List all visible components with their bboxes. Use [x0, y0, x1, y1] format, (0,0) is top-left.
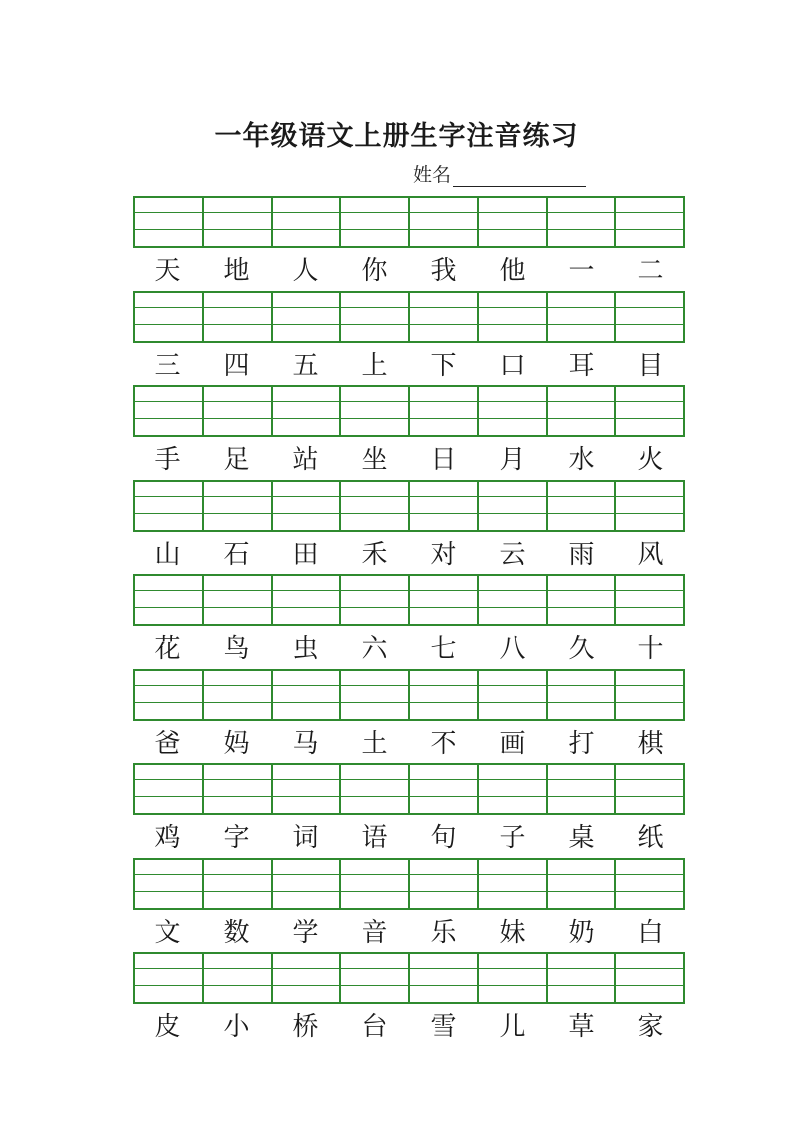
pinyin-cell[interactable]: [548, 954, 617, 1002]
hanzi-character: 纸: [637, 823, 664, 853]
pinyin-cell[interactable]: [341, 482, 410, 530]
hanzi-character: 四: [223, 351, 250, 381]
hanzi-character: 水: [568, 445, 595, 475]
pinyin-cell[interactable]: [479, 482, 548, 530]
hanzi-character: 奶: [568, 918, 595, 948]
hanzi-character: 手: [154, 445, 181, 475]
hanzi-character: 爸: [154, 729, 181, 759]
hanzi-character: 子: [499, 823, 526, 853]
pinyin-cell[interactable]: [135, 387, 204, 435]
hanzi-character: 六: [361, 634, 388, 664]
pinyin-cell[interactable]: [273, 954, 342, 1002]
pinyin-cell[interactable]: [479, 576, 548, 624]
hanzi-character: 人: [292, 256, 319, 286]
character-row: [133, 1009, 685, 1045]
pinyin-cell[interactable]: [204, 576, 273, 624]
hanzi-character: 坐: [361, 445, 388, 475]
hanzi-character: 二: [637, 256, 664, 286]
pinyin-cell[interactable]: [548, 765, 617, 813]
character-row: [133, 537, 685, 573]
hanzi-character: 你: [361, 256, 388, 286]
hanzi-character: 马: [292, 729, 319, 759]
character-row: [133, 253, 685, 289]
hanzi-character: 下: [430, 351, 457, 381]
pinyin-cell[interactable]: [479, 293, 548, 341]
hanzi-character: 月: [499, 445, 526, 475]
pinyin-cell[interactable]: [548, 198, 617, 246]
hanzi-character: 目: [637, 351, 664, 381]
hanzi-character: 音: [361, 918, 388, 948]
pinyin-cell[interactable]: [479, 198, 548, 246]
pinyin-cell[interactable]: [616, 765, 683, 813]
pinyin-cell[interactable]: [410, 576, 479, 624]
hanzi-character: 雨: [568, 540, 595, 570]
hanzi-character: 站: [292, 445, 319, 475]
hanzi-character: 家: [637, 1012, 664, 1042]
pinyin-cell[interactable]: [204, 482, 273, 530]
hanzi-character: 画: [499, 729, 526, 759]
pinyin-grid-row: [133, 385, 685, 437]
character-row: [133, 442, 685, 478]
pinyin-cell[interactable]: [341, 387, 410, 435]
character-row: [133, 820, 685, 856]
pinyin-grid-row: [133, 858, 685, 910]
pinyin-cell[interactable]: [273, 860, 342, 908]
hanzi-character: 台: [361, 1012, 388, 1042]
pinyin-cell[interactable]: [616, 198, 683, 246]
hanzi-character: 久: [568, 634, 595, 664]
hanzi-character: 语: [361, 823, 388, 853]
name-label: 姓名: [413, 164, 452, 186]
hanzi-character: 花: [154, 634, 181, 664]
pinyin-cell[interactable]: [204, 198, 273, 246]
character-row: [133, 915, 685, 951]
pinyin-cell[interactable]: [204, 765, 273, 813]
hanzi-character: 火: [637, 445, 664, 475]
pinyin-cell[interactable]: [135, 954, 204, 1002]
hanzi-character: 石: [223, 540, 250, 570]
pinyin-cell[interactable]: [204, 954, 273, 1002]
pinyin-cell[interactable]: [204, 671, 273, 719]
pinyin-cell[interactable]: [273, 482, 342, 530]
hanzi-character: 句: [430, 823, 457, 853]
hanzi-character: 桥: [292, 1012, 319, 1042]
pinyin-cell[interactable]: [548, 860, 617, 908]
pinyin-cell[interactable]: [410, 482, 479, 530]
pinyin-cell[interactable]: [479, 765, 548, 813]
hanzi-character: 雪: [430, 1012, 457, 1042]
pinyin-cell[interactable]: [410, 954, 479, 1002]
hanzi-character: 一: [568, 256, 595, 286]
pinyin-cell[interactable]: [410, 860, 479, 908]
pinyin-cell[interactable]: [135, 860, 204, 908]
hanzi-character: 鸟: [223, 634, 250, 664]
pinyin-cell[interactable]: [273, 671, 342, 719]
hanzi-character: 桌: [568, 823, 595, 853]
hanzi-character: 文: [154, 918, 181, 948]
pinyin-cell[interactable]: [548, 576, 617, 624]
hanzi-character: 皮: [154, 1012, 181, 1042]
pinyin-grid-row: [133, 480, 685, 532]
page-title: 一年级语文上册生字注音练习: [214, 121, 579, 152]
hanzi-character: 三: [154, 351, 181, 381]
pinyin-cell[interactable]: [273, 765, 342, 813]
hanzi-character: 虫: [292, 634, 319, 664]
hanzi-character: 我: [430, 256, 457, 286]
pinyin-grid-row: [133, 952, 685, 1004]
pinyin-cell[interactable]: [273, 293, 342, 341]
pinyin-cell[interactable]: [479, 954, 548, 1002]
pinyin-cell[interactable]: [548, 482, 617, 530]
pinyin-cell[interactable]: [410, 198, 479, 246]
hanzi-character: 乐: [430, 918, 457, 948]
pinyin-cell[interactable]: [135, 671, 204, 719]
character-row: [133, 631, 685, 667]
name-blank-line[interactable]: [453, 164, 586, 187]
pinyin-cell[interactable]: [341, 954, 410, 1002]
pinyin-cell[interactable]: [341, 293, 410, 341]
pinyin-cell[interactable]: [410, 671, 479, 719]
pinyin-grid-row: [133, 763, 685, 815]
pinyin-cell[interactable]: [135, 765, 204, 813]
pinyin-cell[interactable]: [548, 387, 617, 435]
pinyin-cell[interactable]: [135, 293, 204, 341]
pinyin-cell[interactable]: [548, 671, 617, 719]
hanzi-character: 白: [637, 918, 664, 948]
hanzi-character: 妈: [223, 729, 250, 759]
hanzi-character: 风: [637, 540, 664, 570]
hanzi-character: 鸡: [154, 823, 181, 853]
pinyin-cell[interactable]: [548, 293, 617, 341]
hanzi-character: 不: [430, 729, 457, 759]
pinyin-grid-row: [133, 669, 685, 721]
hanzi-character: 禾: [361, 540, 388, 570]
pinyin-cell[interactable]: [479, 387, 548, 435]
hanzi-character: 十: [637, 634, 664, 664]
pinyin-cell[interactable]: [341, 671, 410, 719]
character-row: [133, 348, 685, 384]
hanzi-character: 他: [499, 256, 526, 286]
hanzi-character: 词: [292, 823, 319, 853]
hanzi-character: 日: [430, 445, 457, 475]
pinyin-grid-row: [133, 291, 685, 343]
character-row: [133, 726, 685, 762]
pinyin-cell[interactable]: [341, 576, 410, 624]
hanzi-character: 对: [430, 540, 457, 570]
pinyin-cell[interactable]: [410, 765, 479, 813]
hanzi-character: 棋: [637, 729, 664, 759]
pinyin-cell[interactable]: [273, 387, 342, 435]
hanzi-character: 八: [499, 634, 526, 664]
pinyin-cell[interactable]: [410, 387, 479, 435]
pinyin-cell[interactable]: [341, 198, 410, 246]
hanzi-character: 妹: [499, 918, 526, 948]
pinyin-cell[interactable]: [204, 387, 273, 435]
pinyin-cell[interactable]: [135, 482, 204, 530]
hanzi-character: 足: [223, 445, 250, 475]
pinyin-cell[interactable]: [341, 860, 410, 908]
hanzi-character: 小: [223, 1012, 250, 1042]
hanzi-character: 口: [499, 351, 526, 381]
pinyin-cell[interactable]: [341, 765, 410, 813]
hanzi-character: 耳: [568, 351, 595, 381]
pinyin-grid-row: [133, 196, 685, 248]
pinyin-cell[interactable]: [616, 482, 683, 530]
hanzi-character: 云: [499, 540, 526, 570]
pinyin-cell[interactable]: [479, 860, 548, 908]
hanzi-character: 草: [568, 1012, 595, 1042]
pinyin-cell[interactable]: [616, 576, 683, 624]
hanzi-character: 五: [292, 351, 319, 381]
pinyin-cell[interactable]: [273, 198, 342, 246]
hanzi-character: 山: [154, 540, 181, 570]
hanzi-character: 天: [154, 256, 181, 286]
hanzi-character: 地: [223, 256, 250, 286]
pinyin-cell[interactable]: [135, 576, 204, 624]
hanzi-character: 字: [223, 823, 250, 853]
hanzi-character: 田: [292, 540, 319, 570]
pinyin-grid-row: [133, 574, 685, 626]
hanzi-character: 学: [292, 918, 319, 948]
pinyin-cell[interactable]: [410, 293, 479, 341]
pinyin-cell[interactable]: [273, 576, 342, 624]
hanzi-character: 七: [430, 634, 457, 664]
pinyin-cell[interactable]: [204, 860, 273, 908]
pinyin-cell[interactable]: [616, 954, 683, 1002]
hanzi-character: 土: [361, 729, 388, 759]
pinyin-cell[interactable]: [204, 293, 273, 341]
hanzi-character: 数: [223, 918, 250, 948]
pinyin-cell[interactable]: [616, 671, 683, 719]
pinyin-cell[interactable]: [616, 387, 683, 435]
pinyin-cell[interactable]: [616, 860, 683, 908]
hanzi-character: 打: [568, 729, 595, 759]
hanzi-character: 儿: [499, 1012, 526, 1042]
hanzi-character: 上: [361, 351, 388, 381]
pinyin-cell[interactable]: [135, 198, 204, 246]
pinyin-cell[interactable]: [479, 671, 548, 719]
pinyin-cell[interactable]: [616, 293, 683, 341]
name-field[interactable]: [413, 160, 586, 187]
